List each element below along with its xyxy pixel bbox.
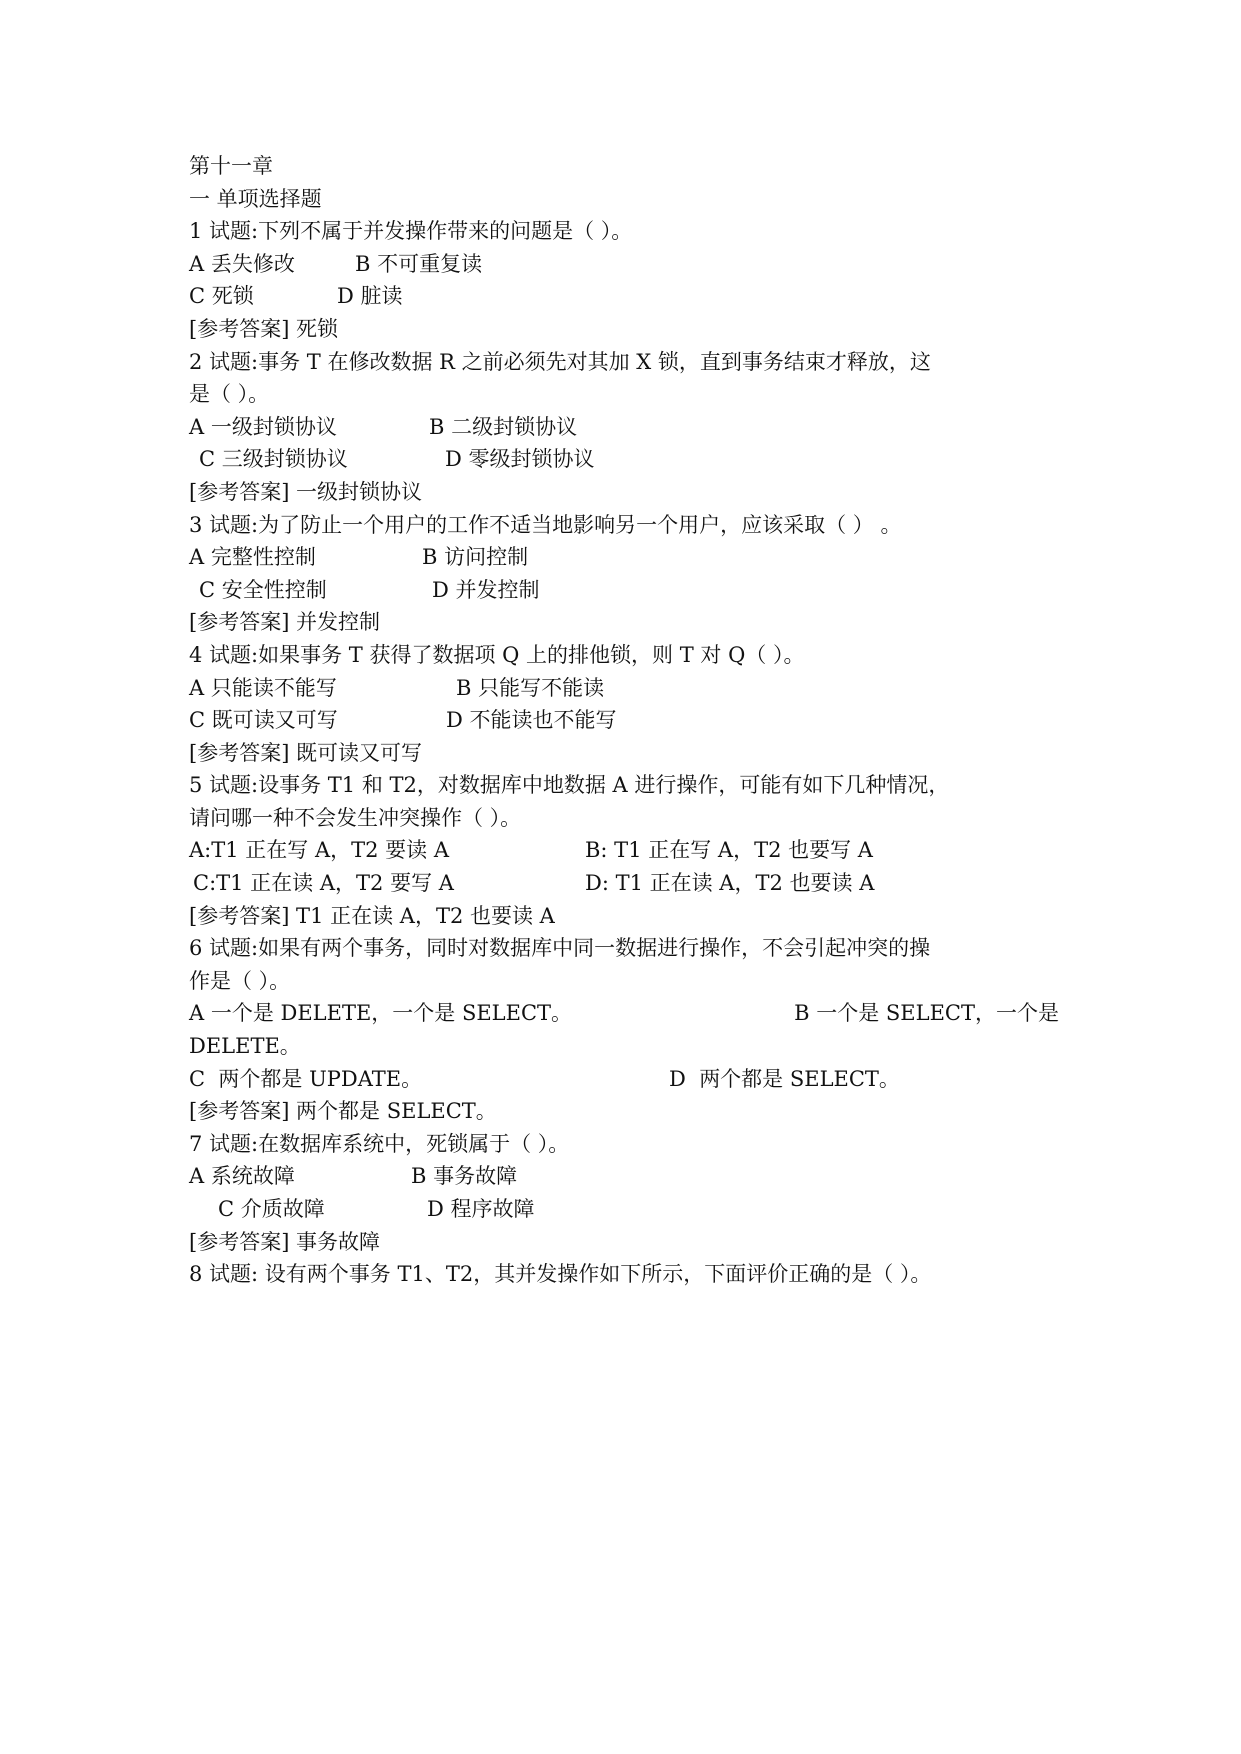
- question-6-options-cd: [189, 1063, 1059, 1096]
- question-2-option-b: B 二级封锁协议: [429, 414, 578, 439]
- question-4-answer: [参考答案] 既可读又可写: [189, 740, 423, 765]
- question-1-option-b: B 不可重复读: [355, 251, 483, 276]
- question-7-options-ab: [189, 1160, 1059, 1193]
- question-3-option-d: D 并发控制: [432, 577, 540, 602]
- question-4-options-ab: [189, 672, 1059, 705]
- question-5-option-a: A:T1 正在写 A，T2 要读 A: [189, 838, 450, 863]
- question-1-options-ab: [189, 248, 1059, 281]
- question-6-option-a: A 一个是 DELETE，一个是 SELECT。: [189, 1001, 573, 1026]
- question-4-option-a: A 只能读不能写: [189, 675, 337, 700]
- question-7-option-b: B 事务故障: [411, 1164, 518, 1189]
- question-6-option-d: D 两个都是 SELECT。: [669, 1066, 900, 1091]
- question-1-stem: 1 试题:下列不属于并发操作带来的问题是（ ）。: [189, 219, 633, 244]
- question-6-option-c: C 两个都是 UPDATE。: [189, 1066, 423, 1091]
- question-6-stem-line-1: 6 试题:如果有两个事务，同时对数据库中同一数据进行操作，不会引起冲突的操: [189, 936, 931, 961]
- question-6-answer: [参考答案] 两个都是 SELECT。: [189, 1099, 497, 1124]
- question-1-option-a: A 丢失修改: [189, 251, 295, 276]
- question-8-stem: 8 试题: 设有两个事务 T1、T2，其并发操作如下所示，下面评价正确的是（ ）。: [189, 1262, 932, 1287]
- question-7-option-a: A 系统故障: [189, 1164, 295, 1189]
- question-7-stem: 7 试题:在数据库系统中，死锁属于（ ）。: [189, 1131, 570, 1156]
- question-3-option-a: A 完整性控制: [189, 545, 316, 570]
- question-5-options-ab: [189, 834, 1059, 867]
- question-6-option-b-continued: DELETE。: [189, 1034, 301, 1059]
- question-5-option-d: D: T1 正在读 A，T2 也要读 A: [585, 871, 875, 896]
- question-7-options-cd: [189, 1193, 1059, 1226]
- document-body: [189, 150, 1059, 1291]
- question-4-option-d: D 不能读也不能写: [446, 708, 617, 733]
- question-5-stem-line-2: 请问哪一种不会发生冲突操作（ ）。: [189, 805, 522, 830]
- question-5-answer: [参考答案] T1 正在读 A，T2 也要读 A: [189, 903, 555, 928]
- question-2-option-c: C 三级封锁协议: [199, 447, 348, 472]
- question-1-option-d: D 脏读: [337, 284, 403, 309]
- question-1-options-cd: [189, 280, 1059, 313]
- question-1-option-c: C 死锁: [189, 284, 254, 309]
- question-7-option-c: C 介质故障: [218, 1197, 325, 1221]
- question-4-option-b: B 只能写不能读: [456, 675, 605, 700]
- question-2-stem-line-2: 是（ ）。: [189, 382, 270, 407]
- question-7-answer: [参考答案] 事务故障: [189, 1229, 381, 1254]
- question-5-options-cd: [189, 867, 1059, 900]
- question-5-option-b: B: T1 正在写 A，T2 也要写 A: [585, 838, 873, 863]
- question-6-stem-line-2: 作是（ ）。: [189, 968, 291, 993]
- chapter-title: 第十一章: [189, 154, 273, 178]
- question-3-option-b: B 访问控制: [422, 545, 529, 570]
- question-4-options-cd: [189, 704, 1059, 737]
- question-2-stem-line-1: 2 试题:事务 T 在修改数据 R 之前必须先对其加 X 锁，直到事务结束才释放，这: [189, 349, 931, 374]
- question-2-answer: [参考答案] 一级封锁协议: [189, 479, 423, 504]
- question-3-option-c: C 安全性控制: [199, 577, 327, 602]
- question-5-option-c: C:T1 正在读 A，T2 要写 A: [193, 871, 454, 896]
- question-3-stem: 3 试题:为了防止一个用户的工作不适当地影响另一个用户，应该采取（ ） 。: [189, 512, 902, 537]
- question-1-answer: [参考答案] 死锁: [189, 316, 339, 341]
- question-3-answer: [参考答案] 并发控制: [189, 610, 381, 635]
- question-2-options-ab: [189, 411, 1059, 444]
- question-3-options-cd: [189, 574, 1059, 607]
- question-2-option-d: D 零级封锁协议: [445, 447, 595, 472]
- question-6-option-b: B 一个是 SELECT，一个是: [794, 1001, 1059, 1026]
- section-title: 一 单项选择题: [189, 186, 322, 211]
- question-6-options-ab: [189, 997, 1059, 1030]
- question-5-stem-line-1: 5 试题:设事务 T1 和 T2，对数据库中地数据 A 进行操作，可能有如下几种情况，: [189, 773, 950, 798]
- question-4-option-c: C 既可读又可写: [189, 708, 338, 733]
- question-2-option-a: A 一级封锁协议: [189, 414, 337, 439]
- question-4-stem: 4 试题:如果事务 T 获得了数据项 Q 上的排他锁，则 T 对 Q（ ）。: [189, 642, 805, 667]
- question-2-options-cd: [189, 443, 1059, 476]
- question-3-options-ab: [189, 541, 1059, 574]
- question-7-option-d: D 程序故障: [427, 1197, 535, 1221]
